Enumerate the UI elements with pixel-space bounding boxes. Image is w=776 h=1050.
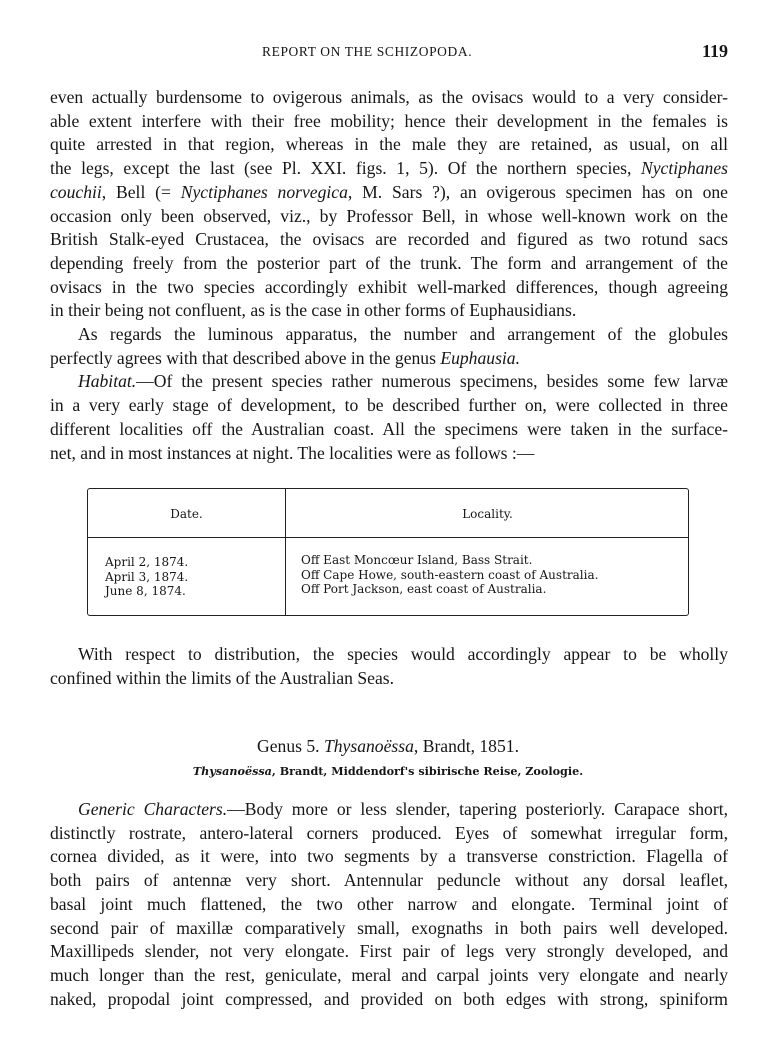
text-line: With respect to distribution, the species would accordingly appear to be wholly [78,644,728,664]
generic-characters-label: Generic Characters. [78,799,228,819]
text-line: both pairs of antennæ very short. Antennular peduncle without any dorsal leaflet, [50,870,728,891]
species-name: Nyctiphanes [641,158,728,179]
text-line: second pair of maxillæ comparatively small, exognaths in both pairs well developed. [50,917,728,938]
text-line: net, and in most instances at night. The localities were as follows :— [50,442,535,463]
text-line: ovisacs in the two species accordingly exhibit well-marked differences, though agreeing [50,276,728,297]
text-line: naked, propodal joint compressed, and provided on both edges with strong, spiniform [50,988,728,1009]
text-line: basal joint much flattened, the two other narrow and elongate. Terminal joint of [50,893,728,914]
genus-name: Euphausia. [440,347,521,368]
page-number: 119 [701,41,728,61]
text-line: in a very early stage of development, to be described further on, were collected in three [50,395,728,416]
text-line [50,798,728,822]
locality-column [301,553,598,597]
text-segment: —Of the present species rather numerous specimens, besides some few larvæ [136,371,728,392]
text-line: distinctly rostrate, antero-lateral corners produced. Eyes of somewhat irregular form, [50,822,728,843]
paragraph-luminous [50,323,728,370]
column-divider [285,489,286,615]
text-line: Maxillipeds slender, not very elongate. First pair of legs very strongly developed, and [50,941,728,962]
text-segment: , M. Sars ?), an ovigerous specimen has on one [347,181,728,202]
paragraph-habitat [50,370,728,465]
text-segment: the legs, except the last (see Pl. XXI. figs. 1, 5). Of the northern species, [50,158,642,179]
text-line: As regards the luminous apparatus, the number and arrangement of the globules [78,324,728,345]
text-line: in their being not confluent, as is the case in other forms of Euphausidians. [50,300,577,321]
paragraph-generic-characters [50,798,728,1011]
habitat-label: Habitat. [78,371,137,392]
paragraph-ovisacs [50,86,728,323]
text-line: confined within the limits of the Australian Seas. [50,667,394,688]
text-line [50,181,728,205]
text-line: even actually burdensome to ovigerous animals, as the ovisacs would to a very consider- [50,87,728,107]
running-title: REPORT ON THE SCHIZOPODA. [262,44,473,59]
date-column [105,555,188,599]
localities-table [87,488,689,616]
table-cell-date: April 2, 1874. [105,555,189,569]
table-header-locality: Locality. [462,507,513,521]
genus-reference [0,764,776,778]
table-cell-date: April 3, 1874. [105,569,189,584]
genus-suffix: , Brandt, 1851. [413,736,519,756]
text-line: depending freely from the posterior part of the trunk. The form and arrangement of the [50,252,728,273]
species-name: couchii [50,181,102,202]
text-line: cornea divided, as it were, into two segments by a transverse constriction. Flagella of [50,846,728,867]
body-text-top [50,86,728,465]
table-cell-locality: Off East Moncœur Island, Bass Strait. [301,553,533,567]
text-segment: , Bell (= [101,181,181,202]
table-cell-locality: Off Port Jackson, east coast of Australia. [301,582,547,596]
species-name: Nyctiphanes norvegica [180,181,348,202]
text-line: able extent interfere with their free mobility; hence their development in the females is [50,110,728,131]
reference-genus-name: Thysanoëssa [192,764,272,778]
text-line: occasion only been observed, viz., by Professor Bell, in whose well-known work on the [50,205,728,226]
header-rule [88,537,688,538]
paragraph-distribution [50,643,728,690]
genus-prefix: Genus 5. [257,736,324,756]
genus-name: Thysanoëssa [323,736,414,756]
text-line: quite arrested in that region, whereas in the male they are retained, as usual, on all [50,134,728,155]
text-line [50,370,728,394]
text-line: different localities off the Australian coast. All the specimens were taken in the surface- [50,418,728,439]
text-line [50,347,728,371]
table-cell-date: June 8, 1874. [105,584,186,598]
text-segment: perfectly agrees with that described above in the genus [50,347,441,368]
text-segment: —Body more or less slender, tapering posteriorly. Carapace short, [227,799,729,819]
table-cell-locality: Off Cape Howe, south-eastern coast of Australia. [301,567,599,582]
text-line: much longer than the rest, geniculate, meral and carpal joints very elongate and nearly [50,964,728,985]
reference-text: , Brandt, Middendorf's sibirische Reise, Zoologie. [271,764,584,778]
text-line: British Stalk-eyed Crustacea, the ovisacs are recorded and figured as two rotund sacs [50,229,728,250]
table-header-date: Date. [170,507,203,521]
page-header [50,41,728,66]
genus-heading [0,736,776,757]
text-line [50,157,728,181]
